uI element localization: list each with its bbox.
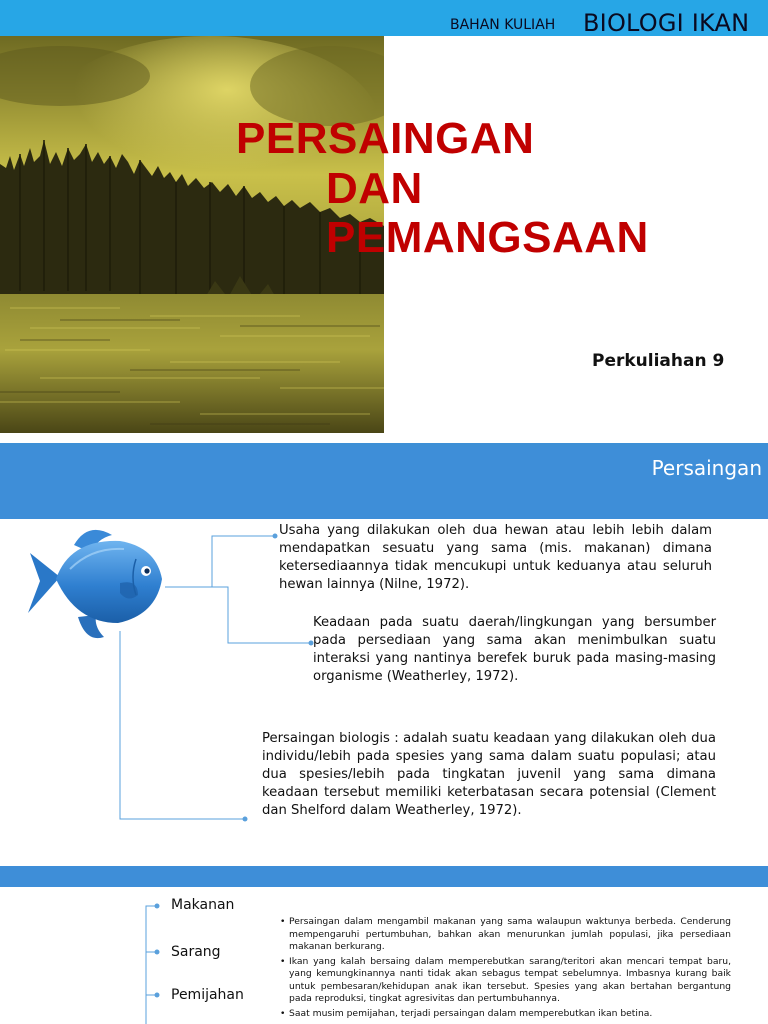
competition-bullet-list (280, 916, 731, 1022)
slide-header-band (0, 447, 768, 519)
slide-divider (0, 433, 768, 443)
slide-title-line-3: PEMANGSAAN (326, 213, 649, 262)
title-slide (0, 0, 768, 433)
slide-body (0, 519, 768, 863)
slide-title-line-2: DAN (326, 164, 423, 213)
slide-title: Persaingan (651, 456, 762, 480)
fish-icon (28, 530, 162, 638)
course-label: BAHAN KULIAH (450, 17, 556, 33)
definition-paragraph-3: Persaingan biologis : adalah suatu keadaan yang dilakukan oleh dua individu/lebih pada spesies yang sama dalam suatu populasi; atau dua spesies/lebih pada tingkatan juvenil yang sama dimana keadaan tersebut memiliki keterbatasan secara potensial (Clement dan Shelford dalam Weatherley, 1972). (262, 731, 716, 818)
course-name: BIOLOGI IKAN (583, 9, 750, 37)
competition-types-slide (0, 866, 768, 1024)
definition-paragraph-2: Keadaan pada suatu daerah/lingkungan yang bersumber pada persediaan yang sama akan menimbulkan suatu interaksi yang nantinya berefek buruk pada masing-masing organisme (Weatherley, 1972). (313, 615, 716, 684)
bullet-item: • Persaingan dalam mengambil makanan yang sama walaupun waktunya berbeda. Cenderung mempengaruhi pertumbuhan, bahkan akan menurunkan jumlah populasi, jika persediaan makanan berkurang. (280, 916, 731, 954)
category-makanan: Makanan (171, 897, 235, 913)
category-pemijahan: Pemijahan (171, 987, 244, 1003)
definition-paragraph-1: Usaha yang dilakukan oleh dua hewan atau lebih lebih dalam mendapatkan sesuatu yang sama (mis. makanan) dimana ketersediaannya tidak mencukupi untuk keduanya atau seluruh hewan lainnya (Nilne, 1972). (279, 523, 712, 592)
slide-title-line-1: PERSAINGAN (236, 114, 535, 163)
bullet-item: • Saat musim pemijahan, terjadi persaingan dalam memperebutkan ikan betina. (280, 1008, 731, 1021)
category-connector-lines (0, 866, 200, 1024)
bullet-item: • Ikan yang kalah bersaing dalam memperebutkan sarang/teritori akan mencari tempat baru, yang kemungkinannya nanti tidak akan sebagus tempat sebelumnya. Imbasnya kurang baik untuk pembesaran/kehidupan anak ikan tersebut. Spesies yang akan bertahan bergantung pada reproduksi, tingkat agresivitas dan pertumbuhannya. (280, 956, 731, 1006)
persaingan-slide (0, 443, 768, 863)
category-sarang: Sarang (171, 944, 221, 960)
lecture-number: Perkuliahan 9 (592, 351, 725, 371)
